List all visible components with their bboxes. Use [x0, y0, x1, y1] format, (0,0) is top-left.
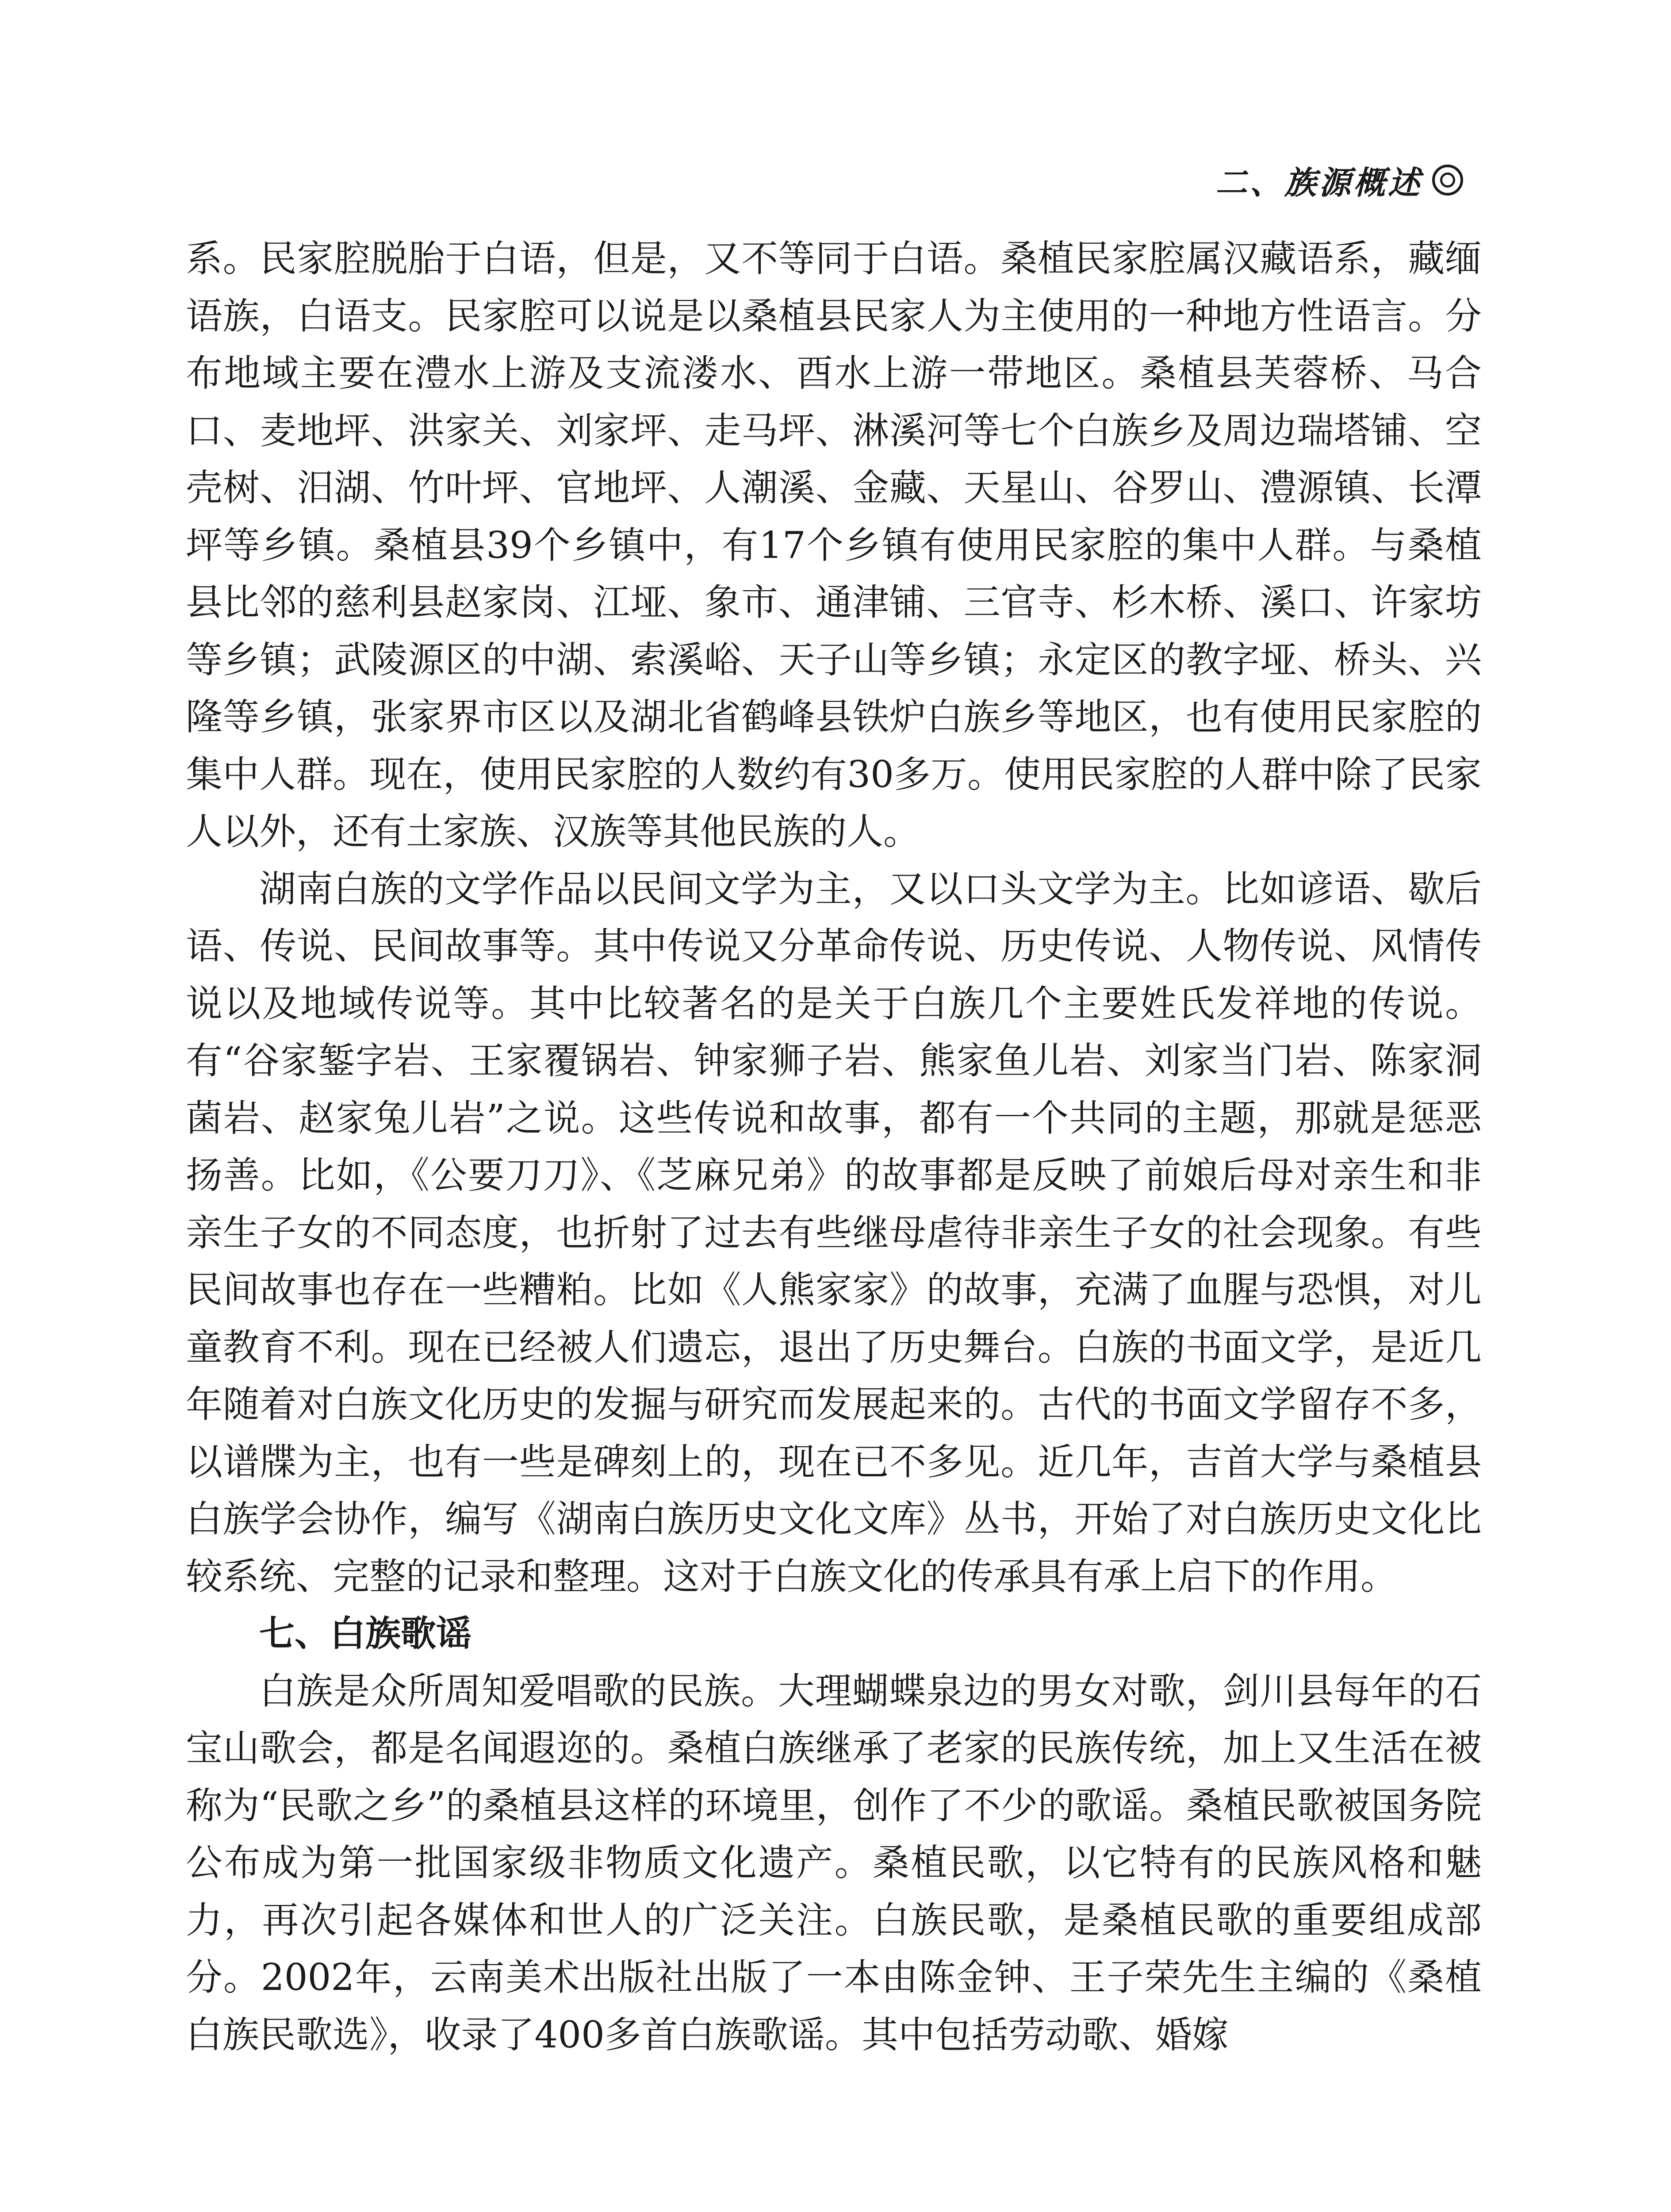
paragraph-folk-songs: 白族是众所周知爱唱歌的民族。大理蝴蝶泉边的男女对歌，剑川县每年的石宝山歌会，都是名闻遐迩的。桑植白族继承了老家的民族传统，加上又生活在被称为“民歌之乡”的桑植县这样的环境里，创作了不少的歌谣。桑植民歌被国务院公布成为第一批国家级非物质文化遗产。桑植民歌，以它特有的民族风格和魅力，再次引起各媒体和世人的广泛关注。白族民歌，是桑植民歌的重要组成部分。2002年，云南美术出版社出版了一本由陈金钟、王子荣先生主编的《桑植白族民歌选》，收录了400多首白族歌谣。其中包括劳动歌、婚嫁	[186, 1669, 1482, 2056]
paragraph-continued: 系。民家腔脱胎于白语，但是，又不等同于白语。桑植民家腔属汉藏语系，藏缅语族，白语支。民家腔可以说是以桑植县民家人为主使用的一种地方性语言。分布地域主要在澧水上游及支流溇水、酉水上游一带地区。桑植县芙蓉桥、马合口、麦地坪、洪家关、刘家坪、走马坪、淋溪河等七个白族乡及周边瑞塔铺、空壳树、汨湖、竹叶坪、官地坪、人潮溪、金藏、天星山、谷罗山、澧源镇、长潭坪等乡镇。桑植县39个乡镇中，有17个乡镇有使用民家腔的集中人群。与桑植县比邻的慈利县赵家岗、江垭、象市、通津铺、三官寺、杉木桥、溪口、许家坊等乡镇；武陵源区的中湖、索溪峪、天子山等乡镇；永定区的教字垭、桥头、兴隆等乡镇，张家界市区以及湖北省鹤峰县铁炉白族乡等地区，也有使用民家腔的集中人群。现在，使用民家腔的人数约有30多万。使用民家腔的人群中除了民家人以外，还有土家族、汉族等其他民族的人。	[186, 237, 1482, 853]
paragraph-literature: 湖南白族的文学作品以民间文学为主，又以口头文学为主。比如谚语、歇后语、传说、民间故事等。其中传说又分革命传说、历史传说、人物传说、风情传说以及地域传说等。其中比较著名的是关于白族几个主要姓氏发祥地的传说。有“谷家錾字岩、王家覆锅岩、钟家狮子岩、熊家鱼儿岩、刘家当门岩、陈家洞菌岩、赵家兔儿岩”之说。这些传说和故事，都有一个共同的主题，那就是惩恶扬善。比如，《公要刀刀》、《芝麻兄弟》的故事都是反映了前娘后母对亲生和非亲生子女的不同态度，也折射了过去有些继母虐待非亲生子女的社会现象。有些民间故事也存在一些糟粕。比如《人熊家家》的故事，充满了血腥与恐惧，对儿童教育不利。现在已经被人们遗忘，退出了历史舞台。白族的书面文学，是近几年随着对白族文化历史的发掘与研究而发展起来的。古代的书面文学留存不多，以谱牒为主，也有一些是碑刻上的，现在已不多见。近几年，吉首大学与桑植县白族学会协作，编写《湖南白族历史文化文库》丛书，开始了对白族历史文化比较系统、完整的记录和整理。这对于白族文化的传承具有承上启下的作用。	[186, 867, 1482, 1598]
running-head	[1215, 157, 1463, 203]
double-circle-icon	[1432, 165, 1463, 196]
section-heading: 七、白族歌谣	[259, 1613, 471, 1654]
body-text	[186, 230, 1482, 2063]
running-head-title: 二、族源概述	[1215, 164, 1422, 201]
